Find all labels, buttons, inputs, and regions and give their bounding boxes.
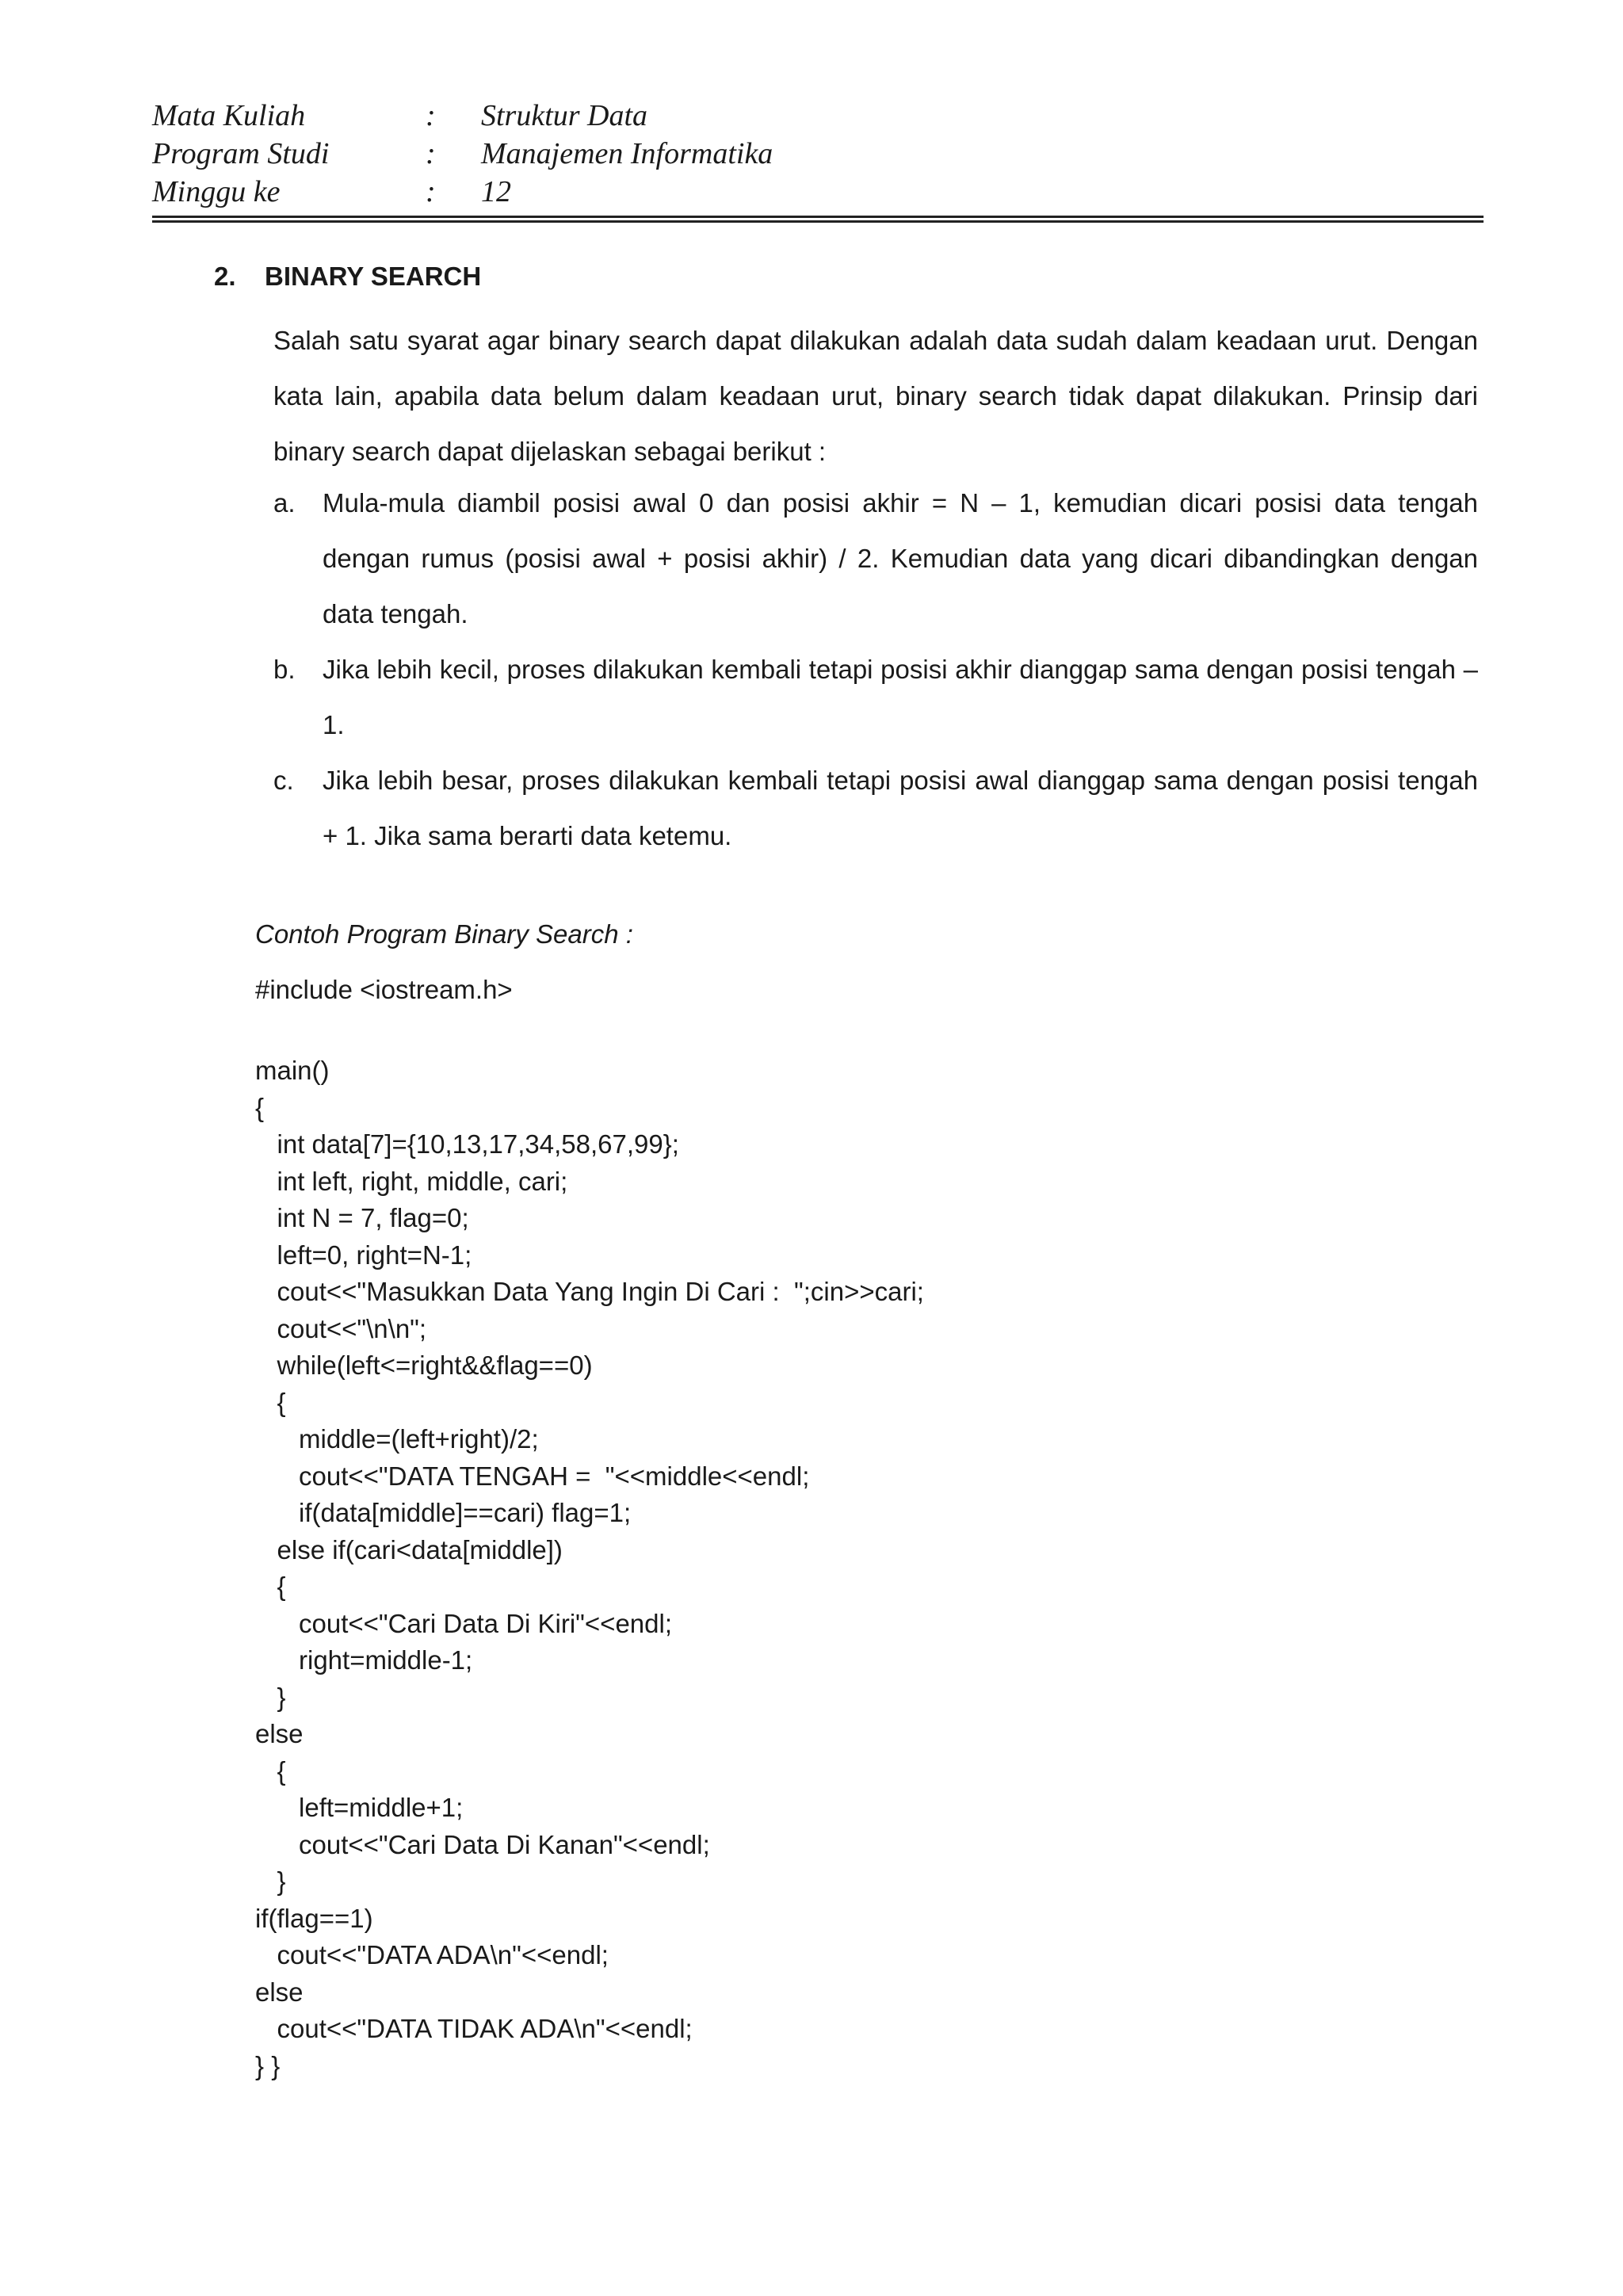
header-label: Mata Kuliah xyxy=(152,99,306,132)
header-double-rule xyxy=(152,216,1484,223)
section-number: 2. xyxy=(214,262,236,291)
list-marker: a. xyxy=(273,488,296,518)
list-item xyxy=(273,642,1478,753)
include-line: #include <iostream.h> xyxy=(255,975,513,1004)
document-header xyxy=(152,97,1484,211)
header-row-program xyxy=(152,135,1484,173)
header-label: Program Studi xyxy=(152,137,330,170)
principle-list xyxy=(273,476,1478,864)
list-item xyxy=(273,753,1478,864)
code-listing: main() { int data[7]={10,13,17,34,58,67,99}; int left, right, middle, cari; int N = 7, flag=0; left=0, right=N-1; cout<<"Masukkan Data Yang Ingin Di Cari : ";cin>>cari; cout<<"\n\n"; while(left<=right&&flag==0) { middle=(left+right)/2; cout<<"DATA TENGAH = "<<middle<<endl; if(data[middle]==cari) flag=1; else if(cari<data[middle]) { cout<<"Cari Data Di Kiri"<<endl; right=middle-1; } else { left=middle+1; cout<<"Cari Data Di Kanan"<<endl; } if(flag==1) cout<<"DATA ADA\n"<<endl; else cout<<"DATA TIDAK ADA\n"<<endl; } } xyxy=(255,1056,924,2080)
list-marker: b. xyxy=(273,655,296,684)
list-item xyxy=(273,476,1478,642)
list-text: Jika lebih besar, proses dilakukan kembali tetapi posisi awal dianggap sama dengan posisi tengah + 1. Jika sama berarti data ketemu. xyxy=(323,766,1478,850)
header-colon: : xyxy=(426,137,436,170)
header-value: Manajemen Informatika xyxy=(481,137,773,170)
section-heading xyxy=(214,262,481,292)
example-title: Contoh Program Binary Search : xyxy=(255,919,633,949)
header-colon: : xyxy=(426,175,436,208)
list-marker: c. xyxy=(273,766,294,795)
section-title: BINARY SEARCH xyxy=(265,262,482,291)
header-label: Minggu ke xyxy=(152,175,281,208)
list-text: Jika lebih kecil, proses dilakukan kembali tetapi posisi akhir dianggap sama dengan posisi tengah – 1. xyxy=(323,655,1478,739)
header-row-course xyxy=(152,97,1484,135)
header-value: 12 xyxy=(481,175,511,208)
intro-paragraph: Salah satu syarat agar binary search dapat dilakukan adalah data sudah dalam keadaan urut. Dengan kata lain, apabila data belum dalam keadaan urut, binary search tidak dapat dilakukan. Prinsip dari binary search dapat dijelaskan sebagai berikut : xyxy=(273,326,1478,466)
list-text: Mula-mula diambil posisi awal 0 dan posisi akhir = N – 1, kemudian dicari posisi data tengah dengan rumus (posisi awal + posisi akhir) / 2. Kemudian data yang dicari dibandingkan dengan data tengah. xyxy=(323,488,1478,628)
header-value: Struktur Data xyxy=(481,99,648,132)
header-row-week xyxy=(152,173,1484,211)
header-colon: : xyxy=(426,99,436,132)
